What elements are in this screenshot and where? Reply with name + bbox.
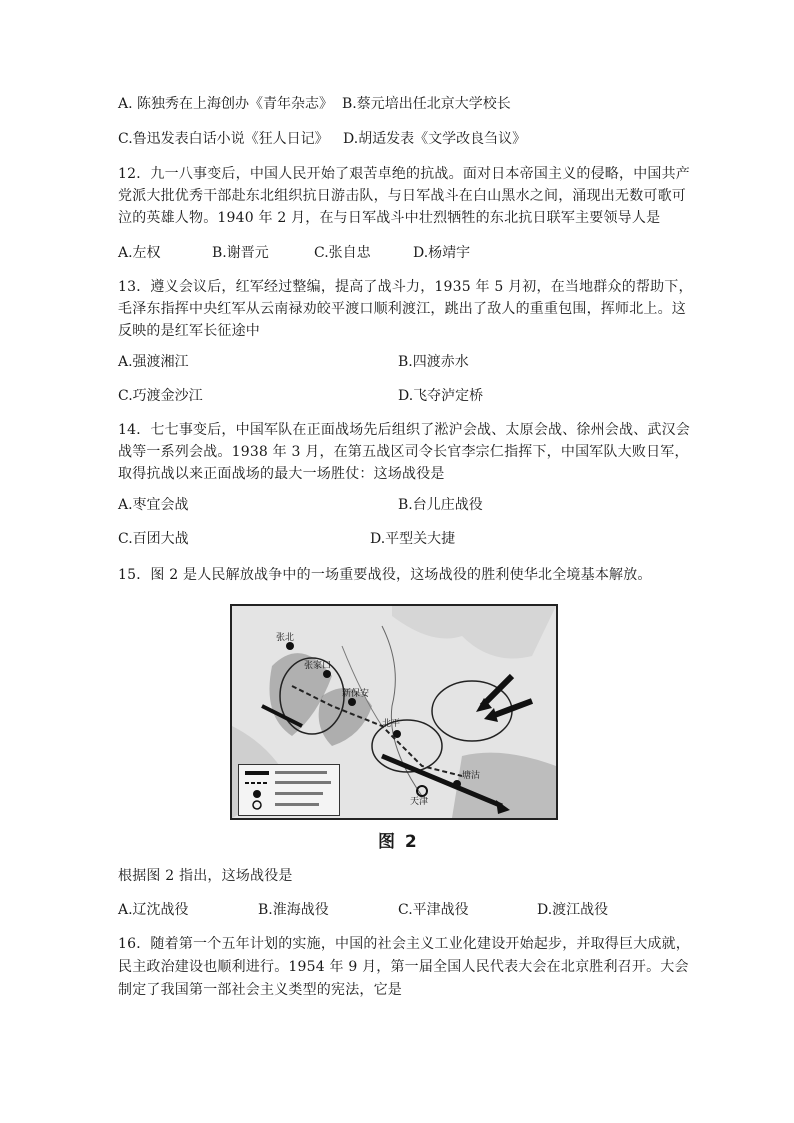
q13-stem-line-2: 毛泽东指挥中央红军从云南禄劝皎平渡口顺利渡江，跳出了敌人的重重包围，挥师北上。这 [118, 301, 686, 317]
q16-stem-line-1: 16．随着第一个五年计划的实施，中国的社会主义工业化建设开始起步，并取得巨大成就， [118, 936, 691, 952]
q12-option-a[interactable]: A.左权 [118, 245, 161, 261]
q11-option-b[interactable]: B.蔡元培出任北京大学校长 [342, 96, 511, 112]
battle-map-figure [230, 604, 558, 820]
q14-option-d[interactable]: D.平型关大捷 [370, 531, 456, 547]
q13-option-c[interactable]: C.巧渡金沙江 [118, 388, 203, 404]
q12-option-d[interactable]: D.杨靖宇 [413, 245, 471, 261]
q14-stem-line-2: 战等一系列会战。1938 年 3 月，在第五战区司令长官李宗仁指挥下，中国军队大败日军， [118, 444, 689, 460]
q11-option-c[interactable]: C.鲁迅发表白话小说《狂人日记》 [118, 131, 329, 147]
map-label-xinbao: 新保安 [342, 689, 370, 699]
q14-option-c[interactable]: C.百团大战 [118, 531, 189, 547]
q13-stem-line-3: 反映的是红军长征途中 [118, 323, 260, 339]
q12-option-b[interactable]: B.谢晋元 [212, 245, 269, 261]
q12-stem-line-1: 12．九一八事变后，中国人民开始了艰苦卓绝的抗战。面对日本帝国主义的侵略，中国共产 [118, 166, 691, 182]
q13-option-a[interactable]: A.强渡湘江 [118, 354, 189, 370]
q15-option-c[interactable]: C.平津战役 [398, 902, 469, 918]
map-label-tianjin: 天津 [410, 797, 429, 807]
map-label-zhangjiakou: 张家口 [304, 661, 332, 671]
q16-stem-line-2: 民主政治建设也顺利进行。1954 年 9 月，第一届全国人民代表大会在北京胜利召开。大会 [118, 959, 689, 975]
map-label-zhangbei: 张北 [276, 633, 295, 643]
q14-stem-line-3: 取得抗战以来正面战场的最大一场胜仗：这场战役是 [118, 466, 445, 482]
map-legend [238, 764, 340, 816]
q12-option-c[interactable]: C.张自忠 [314, 245, 371, 261]
q11-option-d[interactable]: D.胡适发表《文学改良刍议》 [343, 131, 527, 147]
q13-option-d[interactable]: D.飞夺泸定桥 [398, 388, 484, 404]
q11-option-a[interactable]: A. 陈独秀在上海创办《青年杂志》 [118, 96, 334, 112]
q15-option-d[interactable]: D.渡江战役 [537, 902, 609, 918]
q13-option-b[interactable]: B.四渡赤水 [398, 354, 469, 370]
q15-question: 根据图 2 指出，这场战役是 [118, 868, 293, 884]
figure-caption: 图 2 [378, 832, 419, 852]
map-label-tanggu: 塘沽 [462, 771, 481, 781]
q15-option-a[interactable]: A.辽沈战役 [118, 902, 189, 918]
q14-option-a[interactable]: A.枣宜会战 [118, 497, 189, 513]
q14-option-b[interactable]: B.台儿庄战役 [398, 497, 483, 513]
q15-stem: 15．图 2 是人民解放战争中的一场重要战役，这场战役的胜利使华北全境基本解放。 [118, 567, 652, 583]
q13-stem-line-1: 13．遵义会议后，红军经过整编，提高了战斗力，1935 年 5 月初，在当地群众的帮助下， [118, 279, 693, 295]
q16-stem-line-3: 制定了我国第一部社会主义类型的宪法，它是 [118, 982, 402, 998]
legend-symbols [239, 765, 339, 815]
q12-stem-line-3: 泣的英雄人物。1940 年 2 月，在与日军战斗中壮烈牺牲的东北抗日联军主要领导人是 [118, 210, 661, 226]
q12-stem-line-2: 党派大批优秀干部赴东北组织抗日游击队，与日军战斗在白山黑水之间，涌现出无数可歌可 [118, 188, 686, 204]
q14-stem-line-1: 14．七七事变后，中国军队在正面战场先后组织了淞沪会战、太原会战、徐州会战、武汉会 [118, 422, 691, 438]
q15-option-b[interactable]: B.淮海战役 [258, 902, 329, 918]
map-label-beiping: 北平 [382, 719, 401, 729]
